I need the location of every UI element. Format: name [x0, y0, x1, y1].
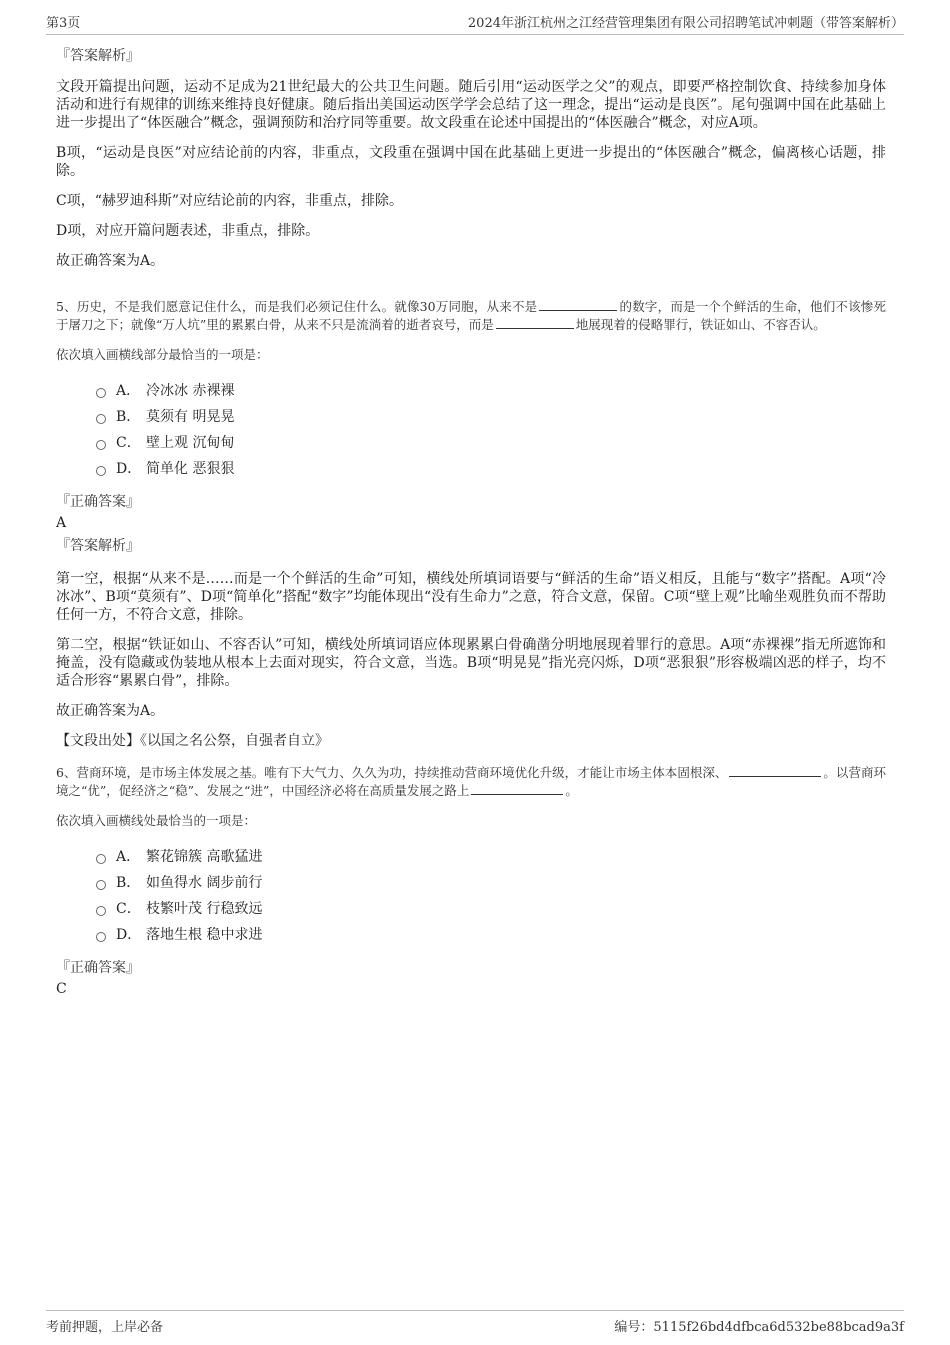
radio-icon[interactable]: [96, 906, 106, 916]
analysis-paragraph: 第二空，根据“铁证如山、不容否认”可知，横线处所填词语应体现累累白骨确凿分明地展现着罪行的意思。A项“赤裸裸”指无所遮饰和掩盖，没有隐藏或伪装地从根本上去面对现实，符合文意，当选。B项“明晃晃”指光亮闪烁，D项“恶狠狠”形容极端凶恶的样子，均不适合形容“累累白骨”，排除。: [56, 637, 886, 689]
page-content: [56, 46, 886, 1002]
question-5-instruction: 依次填入画横线部分最恰当的一项是：: [56, 347, 269, 362]
document-code: 编号：5115f26bd4dfbca6d532be88bcad9a3f: [614, 1320, 904, 1335]
analysis-paragraph: B项，“运动是良医”对应结论前的内容，非重点，文段重在强调中国在此基础上更进一步提出的“体医融合”概念，偏离核心话题，排除。: [56, 145, 886, 179]
radio-icon[interactable]: [96, 440, 106, 450]
radio-icon[interactable]: [96, 854, 106, 864]
analysis-paragraph: C项，“赫罗迪科斯”对应结论前的内容，非重点，排除。: [56, 193, 404, 209]
footer-slogan: 考前押题，上岸必备: [46, 1320, 164, 1335]
correct-answer-label: 『正确答案』: [56, 494, 140, 510]
analysis-label: 『答案解析』: [56, 48, 140, 64]
option-c[interactable]: C． 壁上观 沉甸甸: [96, 430, 886, 456]
fill-blank: [496, 316, 574, 329]
analysis-label: 『答案解析』: [56, 538, 140, 554]
correct-answer: C: [56, 981, 67, 997]
radio-icon[interactable]: [96, 880, 106, 890]
option-c[interactable]: C． 枝繁叶茂 行稳致远: [96, 896, 886, 922]
question-5-options: [96, 378, 886, 482]
option-b[interactable]: B． 如鱼得水 阔步前行: [96, 870, 886, 896]
analysis-paragraph: 文段开篇提出问题，运动不足成为21世纪最大的公共卫生问题。随后引用“运动医学之父”的观点，即要严格控制饮食、持续参加身体活动和进行有规律的训练来维持良好健康。随后指出美国运动医学学会总结了这一理念，提出“运动是良医”。尾句强调中国在此基础上进一步提出了“体医融合”概念，强调预防和治疗同等重要。故文段重在论述中国提出的“体医融合”概念，对应A项。: [56, 79, 886, 131]
fill-blank: [729, 764, 821, 777]
radio-icon[interactable]: [96, 932, 106, 942]
question-5-stem: 5、历史，不是我们愿意记住什么，而是我们必须记住什么。就像30万同胞，从来不是 的数字，而是一个个鲜活的生命，他们不该惨死于屠刀之下；就像“万人坑”里的累累白骨，从来不只是流淌着的逝者哀号，而是 地展现着的侵略罪行，铁证如山、不容否认。: [56, 299, 886, 332]
radio-icon[interactable]: [96, 414, 106, 424]
radio-icon[interactable]: [96, 466, 106, 476]
fill-blank: [539, 298, 617, 311]
option-d[interactable]: D． 落地生根 稳中求进: [96, 922, 886, 948]
document-title: 2024年浙江杭州之江经营管理集团有限公司招聘笔试冲刺题（带答案解析）: [467, 16, 904, 31]
correct-answer: A: [56, 515, 67, 531]
question-6-options: [96, 844, 886, 948]
source-citation: 【文段出处】《以国之名公祭，自强者自立》: [56, 733, 329, 749]
page-number: 第3页: [46, 16, 81, 31]
question-6-instruction: 依次填入画横线处最恰当的一项是：: [56, 813, 257, 828]
fill-blank: [471, 782, 563, 795]
analysis-paragraph: D项，对应开篇问题表述，非重点，排除。: [56, 223, 320, 239]
correct-answer-label: 『正确答案』: [56, 960, 140, 976]
page-footer: [46, 1310, 904, 1335]
option-d[interactable]: D． 简单化 恶狠狠: [96, 456, 886, 482]
question-6-stem: 6、营商环境，是市场主体发展之基。唯有下大气力、久久为功，持续推动营商环境优化升级，才能让市场主体本固根深、 。以营商环境之“优”，促经济之“稳”、发展之“进”，中国经济必将在高质量发展之路上 。: [56, 765, 886, 798]
analysis-paragraph: 第一空，根据“从来不是……而是一个个鲜活的生命”可知，横线处所填词语要与“鲜活的生命”语义相反，且能与“数字”搭配。A项“冷冰冰”、B项“莫须有”、D项“简单化”搭配“数字”均能体现出“没有生命力”之意，符合文意，保留。C项“壁上观”比喻坐观胜负而不帮助任何一方，不符合文意，排除。: [56, 571, 886, 623]
option-a[interactable]: A． 繁花锦簇 高歌猛进: [96, 844, 886, 870]
option-a[interactable]: A． 冷冰冰 赤裸裸: [96, 378, 886, 404]
analysis-conclusion: 故正确答案为A。: [56, 703, 165, 719]
option-b[interactable]: B． 莫须有 明晃晃: [96, 404, 886, 430]
radio-icon[interactable]: [96, 388, 106, 398]
page-header: [46, 12, 904, 35]
analysis-conclusion: 故正确答案为A。: [56, 253, 165, 269]
